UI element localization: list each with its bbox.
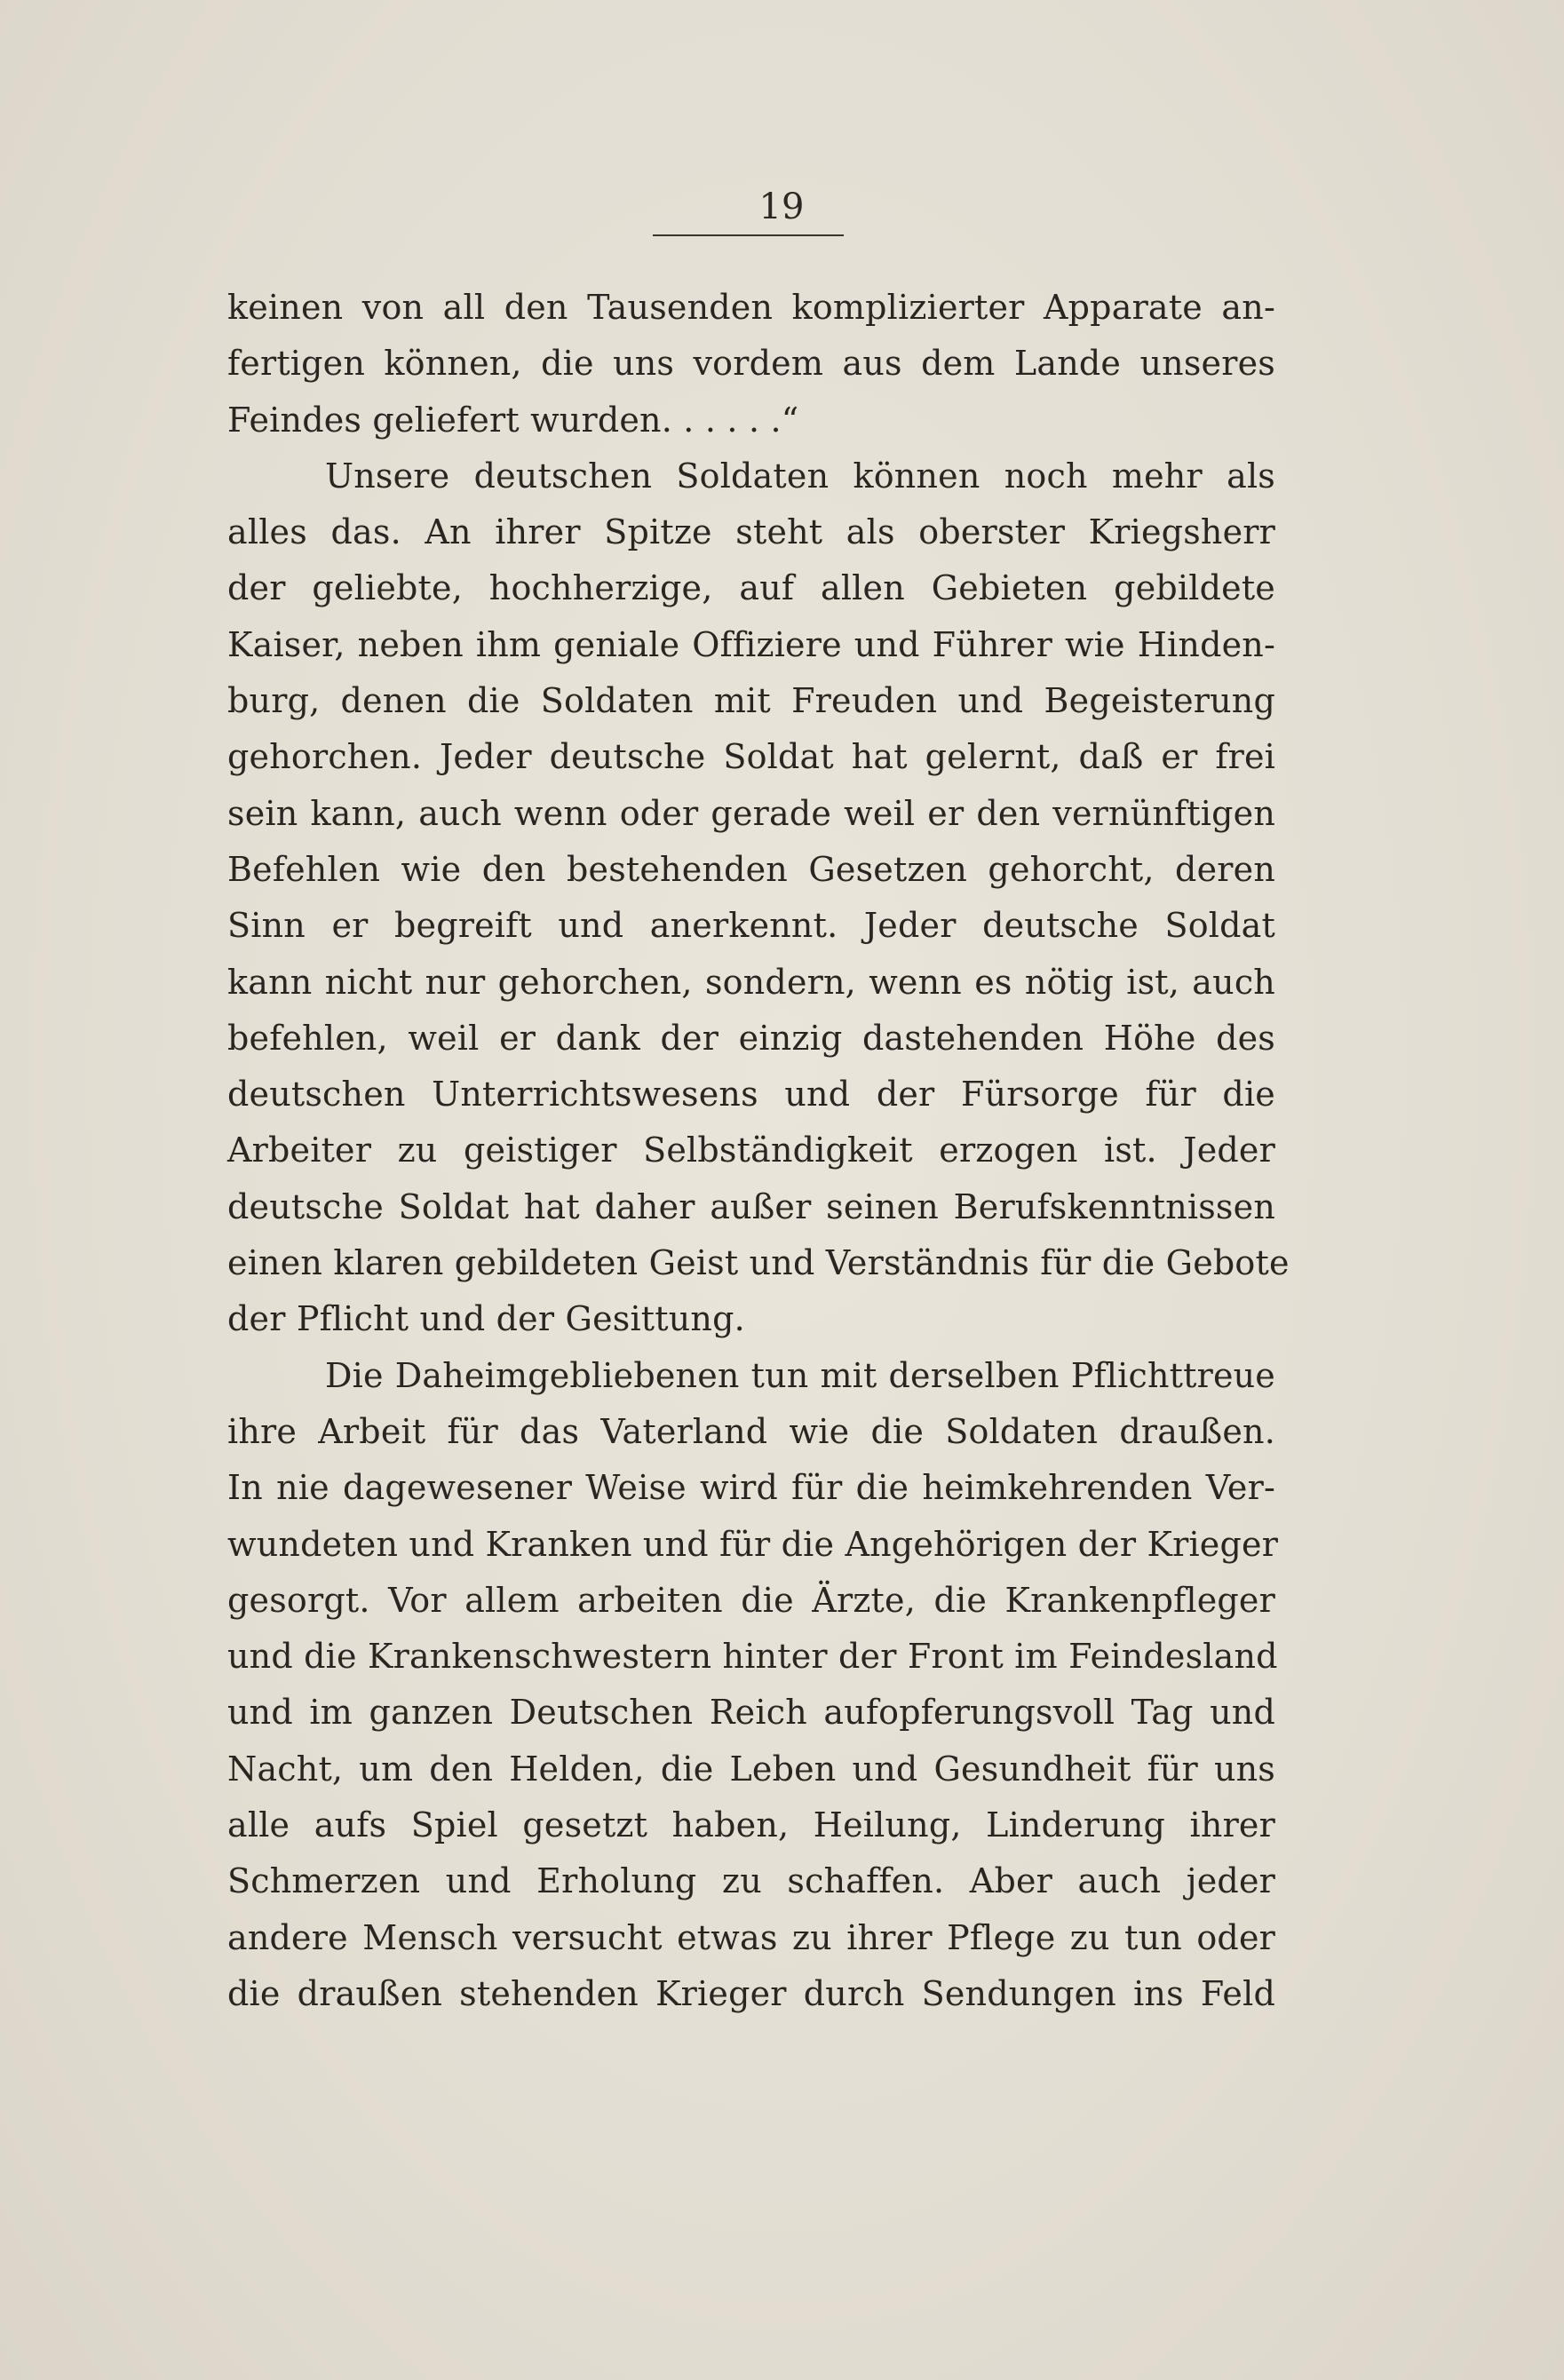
- text-line: In nie dagewesener Weise wird für die heimkehrenden Ver-: [227, 1468, 1275, 1508]
- text-line: wundeten und Kranken und für die Angehörigen der Krieger: [227, 1524, 1279, 1564]
- text-line: keinen von all den Tausenden komplizierter Apparate an-: [227, 288, 1275, 327]
- text-line: einen klaren gebildeten Geist und Verständnis für die Gebote: [227, 1243, 1290, 1283]
- text-line: Nacht, um den Helden, die Leben und Gesundheit für uns: [227, 1749, 1275, 1789]
- text-line: sein kann, auch wenn oder gerade weil er den vernünftigen: [227, 793, 1275, 833]
- text-line: gehorchen. Jeder deutsche Soldat hat gelernt, daß er frei: [227, 737, 1275, 777]
- text-line: und im ganzen Deutschen Reich aufopferungsvoll Tag und: [227, 1693, 1275, 1733]
- text-line: befehlen, weil er dank der einzig dastehenden Höhe des: [227, 1018, 1275, 1058]
- text-line: Feindes geliefert wurden. . . . . .“: [227, 400, 799, 440]
- text-line: kann nicht nur gehorchen, sondern, wenn es nötig ist, auch: [227, 962, 1275, 1002]
- text-line: burg, denen die Soldaten mit Freuden und Begeisterung: [227, 681, 1275, 721]
- text-line: deutsche Soldat hat daher außer seinen Berufskenntnissen: [227, 1186, 1275, 1226]
- text-line: Kaiser, neben ihm geniale Offiziere und Führer wie Hinden-: [227, 624, 1275, 664]
- text-line: alle aufs Spiel gesetzt haben, Heilung, Linderung ihrer: [227, 1805, 1275, 1845]
- text-line: andere Mensch versucht etwas zu ihrer Pflege zu tun oder: [227, 1917, 1275, 1957]
- text-line: deutschen Unterrichtswesens und der Fürsorge für die: [227, 1075, 1275, 1115]
- page-number-rule: [653, 234, 844, 236]
- text-line: und die Krankenschwestern hinter der Front im Feindesland: [227, 1637, 1278, 1677]
- text-line: Arbeiter zu geistiger Selbständigkeit erzogen ist. Jeder: [227, 1130, 1275, 1170]
- text-line: die draußen stehenden Krieger durch Sendungen ins Feld: [227, 1973, 1275, 2013]
- text-line: alles das. An ihrer Spitze steht als oberster Kriegsherr: [227, 512, 1275, 552]
- text-line: gesorgt. Vor allem arbeiten die Ärzte, die Krankenpfleger: [227, 1580, 1275, 1620]
- text-line: Unsere deutschen Soldaten können noch mehr als: [325, 456, 1275, 496]
- body-text: [227, 280, 1290, 2022]
- text-line: Befehlen wie den bestehenden Gesetzen gehorcht, deren: [227, 849, 1275, 889]
- text-line: Schmerzen und Erholung zu schaffen. Aber auch jeder: [227, 1861, 1275, 1901]
- text-line: der geliebte, hochherzige, auf allen Gebieten gebildete: [227, 568, 1275, 608]
- text-line: fertigen können, die uns vordem aus dem Lande unseres: [227, 344, 1275, 384]
- page-number: 19: [758, 186, 805, 227]
- text-line: Sinn er begreift und anerkennt. Jeder deutsche Soldat: [227, 906, 1275, 946]
- text-line: Die Daheimgebliebenen tun mit derselben Pflichttreue: [325, 1355, 1275, 1395]
- text-line: ihre Arbeit für das Vaterland wie die Soldaten draußen.: [227, 1411, 1275, 1451]
- text-line: der Pflicht und der Gesittung.: [227, 1299, 745, 1339]
